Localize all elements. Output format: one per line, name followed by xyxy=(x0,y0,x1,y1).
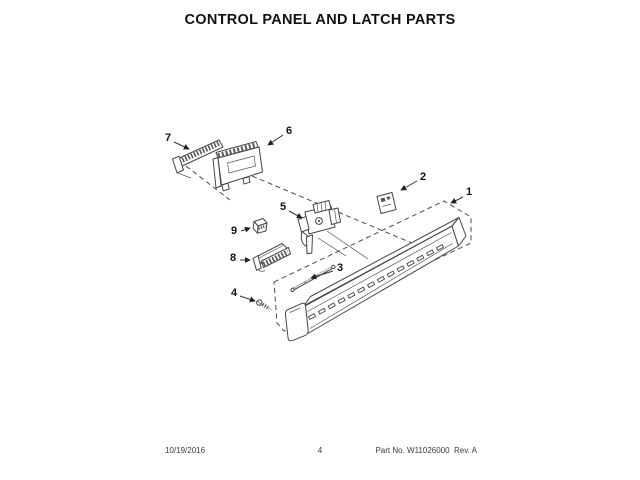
footer-page-number: 4 xyxy=(317,446,323,455)
footer-date: 10/19/2016 xyxy=(165,446,206,455)
callout-arrow-6 xyxy=(268,135,283,145)
callout-label-1: 1 xyxy=(465,186,473,198)
part-6-control-unit xyxy=(213,142,263,191)
callout-arrow-7 xyxy=(174,142,189,149)
part-2-overlay-label xyxy=(377,193,396,214)
callout-label-9: 9 xyxy=(230,225,238,237)
part-4-screw xyxy=(257,300,272,310)
callout-arrow-4 xyxy=(240,296,255,301)
callout-label-8: 8 xyxy=(229,252,237,264)
callout-arrow-5 xyxy=(289,211,302,218)
callout-label-2: 2 xyxy=(419,171,427,183)
callout-label-4: 4 xyxy=(230,287,238,299)
callout-arrow-9 xyxy=(241,228,250,231)
latch-leader-lines xyxy=(318,231,368,259)
page-footer xyxy=(160,446,480,458)
footer-part-number: Part No. W11026000 Rev. A xyxy=(375,446,477,455)
callout-label-3: 3 xyxy=(336,262,344,274)
part-5-latch-assembly xyxy=(298,201,341,254)
panel-top-face xyxy=(304,218,460,307)
part-9-clip xyxy=(253,219,267,234)
callout-label-6: 6 xyxy=(285,125,293,137)
callout-arrow-1 xyxy=(451,197,463,203)
callout-arrow-2 xyxy=(401,181,417,190)
part-8-bracket xyxy=(253,244,291,272)
panel-end-cap xyxy=(285,303,308,340)
callout-label-7: 7 xyxy=(164,132,172,144)
callout-label-5: 5 xyxy=(279,201,287,213)
page-title: CONTROL PANEL AND LATCH PARTS xyxy=(184,12,456,28)
